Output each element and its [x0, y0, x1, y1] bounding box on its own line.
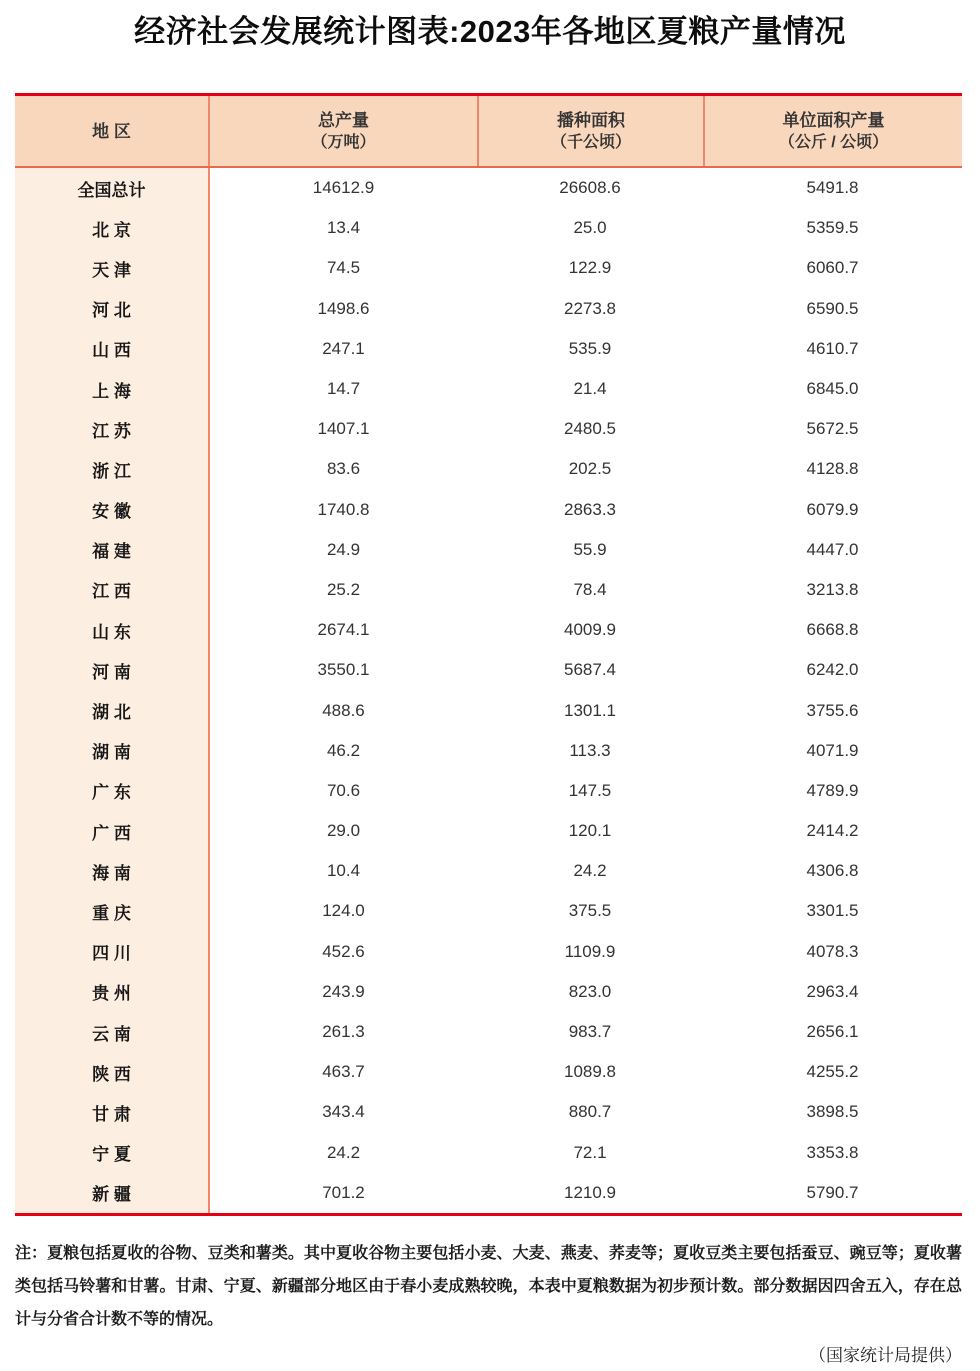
row-total-output-cell: 701.2	[322, 1182, 365, 1202]
row-total-output-cell: 10.4	[326, 861, 361, 881]
row-unit-yield-cell: 4128.8	[806, 459, 859, 479]
row-total-output-cell: 463.7	[322, 1062, 365, 1082]
row-sown-area-cell: 2480.5	[564, 419, 616, 439]
row-total-output-cell: 46.2	[326, 740, 361, 760]
row-region-cell: 天 津	[15, 248, 210, 288]
row-sown-area-cell: 122.9	[568, 258, 612, 278]
row-sown-area-cell: 375.5	[568, 901, 612, 921]
row-total-output-cell: 1407.1	[317, 419, 370, 439]
table-row	[15, 449, 962, 489]
row-region-cell: 上 海	[15, 369, 210, 409]
row-sown-area-cell: 21.4	[573, 379, 607, 399]
header-total-output-label: 总产量	[318, 110, 369, 130]
row-region-cell: 四 川	[15, 932, 210, 972]
row-sown-area-cell: 2273.8	[564, 298, 616, 318]
row-unit-yield-cell: 4610.7	[806, 338, 859, 358]
table-row	[15, 329, 962, 369]
row-total-output-cell: 1498.6	[317, 298, 370, 318]
row-region-cell: 广 西	[15, 811, 210, 851]
row-sown-area-cell: 55.9	[573, 539, 607, 559]
row-unit-yield-cell: 5672.5	[806, 419, 859, 439]
header-cell-total-output	[210, 96, 477, 166]
row-total-output-cell: 243.9	[322, 981, 365, 1001]
row-unit-yield-cell: 3898.5	[806, 1102, 859, 1122]
row-sown-area-cell: 2863.3	[564, 499, 616, 519]
table-row	[15, 248, 962, 288]
table-row	[15, 1092, 962, 1132]
row-sown-area-cell: 1089.8	[564, 1062, 616, 1082]
table-row	[15, 972, 962, 1012]
table-row	[15, 731, 962, 771]
table-row	[15, 650, 962, 690]
row-unit-yield-cell: 6060.7	[806, 258, 859, 278]
header-cell-sown-area	[477, 96, 703, 166]
row-region-cell: 陕 西	[15, 1052, 210, 1092]
row-unit-yield-cell: 4255.2	[806, 1062, 859, 1082]
row-region-cell: 浙 江	[15, 449, 210, 489]
row-region-cell: 新 疆	[15, 1173, 210, 1213]
row-sown-area-cell: 535.9	[568, 338, 612, 358]
row-sown-area-cell: 4009.9	[564, 620, 616, 640]
table-row	[15, 1012, 962, 1052]
row-region-cell: 湖 北	[15, 690, 210, 730]
source-credit: （国家统计局提供）	[809, 1345, 962, 1365]
row-region-cell: 云 南	[15, 1012, 210, 1052]
row-unit-yield-cell: 4078.3	[806, 941, 859, 961]
row-region-cell: 广 东	[15, 771, 210, 811]
row-region-cell: 江 苏	[15, 409, 210, 449]
header-region-label: 地 区	[92, 121, 131, 141]
row-region-cell: 北 京	[15, 208, 210, 248]
table-row	[15, 891, 962, 931]
row-total-output-cell: 261.3	[322, 1022, 365, 1042]
table-row	[15, 811, 962, 851]
table-row	[15, 530, 962, 570]
table-row	[15, 570, 962, 610]
row-total-output-cell: 247.1	[322, 338, 365, 358]
header-sown-area-unit: （千公顷）	[550, 133, 631, 151]
row-sown-area-cell: 1109.9	[564, 941, 616, 961]
row-region-cell: 宁 夏	[15, 1133, 210, 1173]
row-total-output-cell: 14.7	[326, 379, 361, 399]
row-unit-yield-cell: 5790.7	[806, 1182, 859, 1202]
row-unit-yield-cell: 4071.9	[806, 740, 859, 760]
row-total-output-cell: 70.6	[326, 780, 361, 800]
table-row	[15, 690, 962, 730]
row-unit-yield-cell: 4789.9	[806, 780, 859, 800]
row-sown-area-cell: 5687.4	[564, 660, 616, 680]
table-row	[15, 369, 962, 409]
row-sown-area-cell: 983.7	[568, 1022, 612, 1042]
row-region-cell: 湖 南	[15, 731, 210, 771]
table-header-row	[15, 96, 962, 168]
row-unit-yield-cell: 6590.5	[806, 298, 859, 318]
row-region-cell: 贵 州	[15, 972, 210, 1012]
row-sown-area-cell: 72.1	[573, 1142, 607, 1162]
row-region-cell: 海 南	[15, 851, 210, 891]
row-region-cell: 山 东	[15, 610, 210, 650]
row-total-output-cell: 29.0	[326, 821, 361, 841]
row-region-cell: 河 北	[15, 289, 210, 329]
row-total-output-cell: 74.5	[326, 258, 361, 278]
row-sown-area-cell: 78.4	[573, 579, 607, 599]
row-total-output-cell: 83.6	[326, 459, 361, 479]
row-sown-area-cell: 120.1	[568, 821, 612, 841]
row-total-output-cell: 24.9	[326, 539, 361, 559]
header-unit-yield-label: 单位面积产量	[782, 110, 885, 130]
table-row	[15, 208, 962, 248]
table-row	[15, 289, 962, 329]
row-sown-area-cell: 25.0	[573, 218, 607, 238]
row-unit-yield-cell: 4447.0	[806, 539, 859, 559]
row-unit-yield-cell: 5359.5	[806, 218, 859, 238]
row-unit-yield-cell: 4306.8	[806, 861, 859, 881]
row-sown-area-cell: 1210.9	[564, 1182, 616, 1202]
row-sown-area-cell: 26608.6	[559, 178, 621, 198]
table-row	[15, 490, 962, 530]
header-sown-area-label: 播种面积	[557, 110, 625, 130]
row-sown-area-cell: 24.2	[573, 861, 607, 881]
row-total-output-cell: 24.2	[326, 1142, 361, 1162]
row-region-cell: 河 南	[15, 650, 210, 690]
row-total-output-cell: 2674.1	[317, 620, 370, 640]
row-sown-area-cell: 823.0	[568, 981, 612, 1001]
row-sown-area-cell: 880.7	[568, 1102, 612, 1122]
row-unit-yield-cell: 3301.5	[806, 901, 859, 921]
row-total-output-cell: 14612.9	[312, 178, 375, 198]
header-unit-yield-unit: （公斤 / 公顷）	[778, 133, 889, 151]
row-unit-yield-cell: 2414.2	[806, 821, 859, 841]
row-region-cell: 安 徽	[15, 490, 210, 530]
row-sown-area-cell: 113.3	[569, 740, 611, 760]
table-row	[15, 1133, 962, 1173]
table-row	[15, 610, 962, 650]
table-row	[15, 1173, 962, 1213]
row-region-cell: 江 西	[15, 570, 210, 610]
row-unit-yield-cell: 6242.0	[806, 660, 859, 680]
row-unit-yield-cell: 5491.8	[806, 178, 859, 198]
table-row	[15, 409, 962, 449]
row-unit-yield-cell: 2656.1	[806, 1022, 859, 1042]
row-unit-yield-cell: 3213.8	[806, 579, 859, 599]
table-body	[15, 168, 962, 1213]
row-total-output-cell: 452.6	[322, 941, 365, 961]
footnote: 注：夏粮包括夏收的谷物、豆类和薯类。其中夏收谷物主要包括小麦、大麦、燕麦、荞麦等；夏收豆类主要包括蚕豆、豌豆等；夏收薯类包括马铃薯和甘薯。甘肃、宁夏、新疆部分地区由于春小麦成熟较晚，本表中夏粮数据为初步预计数。部分数据因四舍五入，存在总计与分省合计数不等的情况。	[15, 1244, 962, 1328]
row-total-output-cell: 1740.8	[317, 499, 370, 519]
row-sown-area-cell: 147.5	[568, 780, 612, 800]
header-cell-region	[15, 96, 210, 166]
row-unit-yield-cell: 3755.6	[806, 700, 859, 720]
header-cell-unit-yield	[703, 96, 962, 166]
row-unit-yield-cell: 6668.8	[806, 620, 859, 640]
summer-grain-table	[15, 93, 962, 1216]
table-row	[15, 168, 962, 208]
table-row	[15, 851, 962, 891]
row-region-cell: 山 西	[15, 329, 210, 369]
row-total-output-cell: 3550.1	[317, 660, 370, 680]
table-row	[15, 1052, 962, 1092]
table-row	[15, 771, 962, 811]
row-total-output-cell: 343.4	[322, 1102, 365, 1122]
table-row	[15, 932, 962, 972]
row-region-cell: 全国总计	[15, 168, 210, 208]
row-region-cell: 甘 肃	[15, 1092, 210, 1132]
row-unit-yield-cell: 3353.8	[806, 1142, 859, 1162]
row-region-cell: 福 建	[15, 530, 210, 570]
row-sown-area-cell: 202.5	[568, 459, 612, 479]
row-unit-yield-cell: 2963.4	[806, 981, 859, 1001]
row-total-output-cell: 488.6	[322, 700, 365, 720]
row-total-output-cell: 25.2	[326, 579, 361, 599]
row-unit-yield-cell: 6079.9	[806, 499, 859, 519]
row-region-cell: 重 庆	[15, 891, 210, 931]
row-total-output-cell: 13.4	[326, 218, 361, 238]
header-total-output-unit: （万吨）	[311, 133, 376, 151]
row-sown-area-cell: 1301.1	[564, 700, 616, 720]
row-unit-yield-cell: 6845.0	[806, 379, 859, 399]
row-total-output-cell: 124.0	[322, 901, 365, 921]
page-title: 经济社会发展统计图表:2023年各地区夏粮产量情况	[134, 14, 846, 49]
